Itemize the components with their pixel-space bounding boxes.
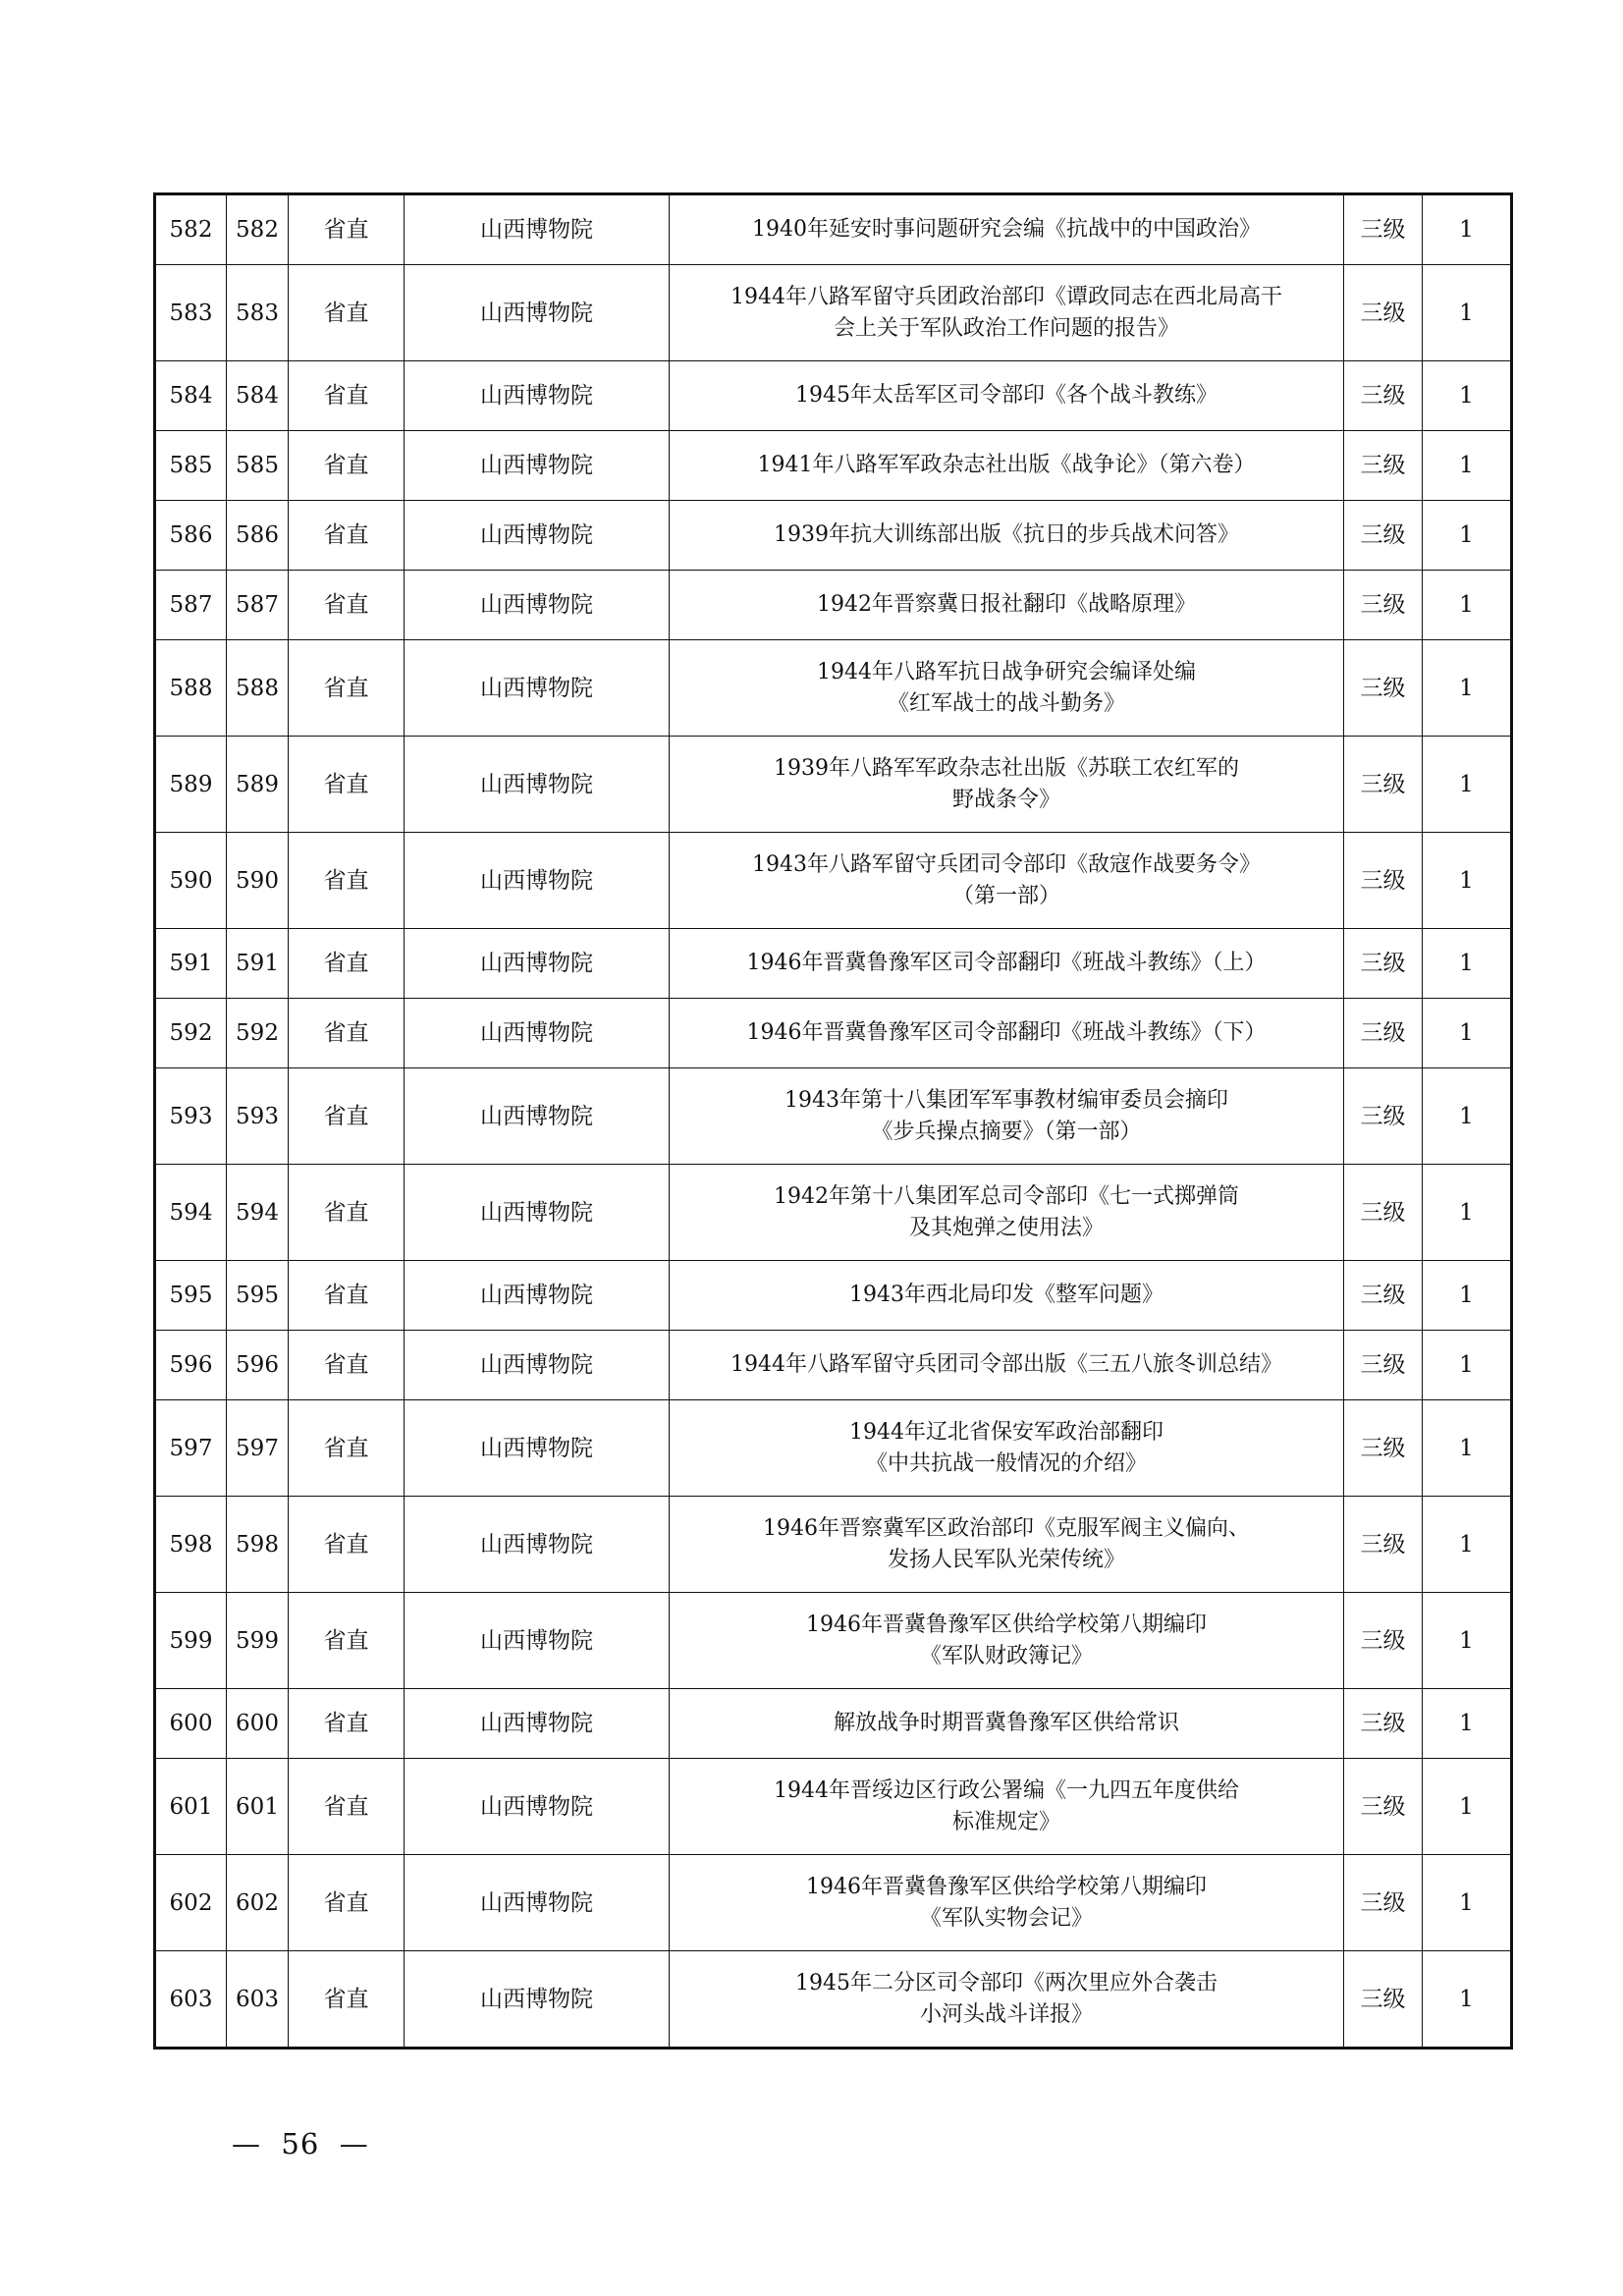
- level-cell: 省直: [289, 1593, 405, 1689]
- level-cell: 省直: [289, 361, 405, 431]
- row-number-cell: 596: [155, 1331, 227, 1400]
- grade-cell: 三级: [1344, 833, 1423, 929]
- quantity-cell: 1: [1423, 265, 1512, 361]
- title-line: 1946年晋冀鲁豫军区司令部翻印《班战斗教练》（下）: [746, 1020, 1267, 1045]
- item-code-cell: 594: [227, 1165, 289, 1261]
- table-row: [155, 737, 1512, 833]
- row-number-cell: 594: [155, 1165, 227, 1261]
- table-row: [155, 1689, 1512, 1759]
- table-row: [155, 1593, 1512, 1689]
- row-number-cell: 590: [155, 833, 227, 929]
- quantity-cell: 1: [1423, 929, 1512, 999]
- title-line: 1946年晋冀鲁豫军区司令部翻印《班战斗教练》（上）: [746, 951, 1267, 975]
- table-row: [155, 1261, 1512, 1331]
- row-number-cell: 582: [155, 194, 227, 265]
- quantity-cell: 1: [1423, 431, 1512, 501]
- title-cell: [670, 501, 1344, 571]
- unit-cell: 山西博物院: [405, 999, 670, 1068]
- level-cell: 省直: [289, 1855, 405, 1951]
- grade-cell: 三级: [1344, 999, 1423, 1068]
- table-row: [155, 265, 1512, 361]
- item-code-cell: 600: [227, 1689, 289, 1759]
- item-code-cell: 585: [227, 431, 289, 501]
- row-number-cell: 598: [155, 1497, 227, 1593]
- quantity-cell: 1: [1423, 1855, 1512, 1951]
- row-number-cell: 591: [155, 929, 227, 999]
- unit-cell: 山西博物院: [405, 194, 670, 265]
- row-number-cell: 584: [155, 361, 227, 431]
- grade-cell: 三级: [1344, 1689, 1423, 1759]
- unit-cell: 山西博物院: [405, 431, 670, 501]
- quantity-cell: 1: [1423, 1331, 1512, 1400]
- grade-cell: 三级: [1344, 1331, 1423, 1400]
- level-cell: 省直: [289, 431, 405, 501]
- row-number-cell: 589: [155, 737, 227, 833]
- title-line: 《中共抗战一般情况的介绍》: [865, 1450, 1147, 1476]
- quantity-cell: 1: [1423, 194, 1512, 265]
- title-line: 1941年八路军军政杂志社出版《战争论》（第六卷）: [757, 453, 1256, 477]
- item-code-cell: 592: [227, 999, 289, 1068]
- title-cell: [670, 1759, 1344, 1855]
- title-cell: [670, 929, 1344, 999]
- level-cell: 省直: [289, 265, 405, 361]
- grade-cell: 三级: [1344, 929, 1423, 999]
- grade-cell: 三级: [1344, 1951, 1423, 2049]
- unit-cell: 山西博物院: [405, 737, 670, 833]
- title-cell: [670, 1165, 1344, 1261]
- title-cell: [670, 1261, 1344, 1331]
- quantity-cell: 1: [1423, 1689, 1512, 1759]
- item-code-cell: 583: [227, 265, 289, 361]
- row-number-cell: 601: [155, 1759, 227, 1855]
- unit-cell: 山西博物院: [405, 1165, 670, 1261]
- grade-cell: 三级: [1344, 640, 1423, 737]
- quantity-cell: 1: [1423, 501, 1512, 571]
- item-code-cell: 586: [227, 501, 289, 571]
- quantity-cell: 1: [1423, 999, 1512, 1068]
- quantity-cell: 1: [1423, 1261, 1512, 1331]
- item-code-cell: 590: [227, 833, 289, 929]
- title-line: 1944年八路军留守兵团司令部出版《三五八旅冬训总结》: [730, 1352, 1282, 1377]
- table-row: [155, 1951, 1512, 2049]
- table-row: [155, 571, 1512, 640]
- quantity-cell: 1: [1423, 1593, 1512, 1689]
- grade-cell: 三级: [1344, 265, 1423, 361]
- level-cell: 省直: [289, 1689, 405, 1759]
- title-cell: [670, 1855, 1344, 1951]
- quantity-cell: 1: [1423, 1400, 1512, 1497]
- grade-cell: 三级: [1344, 737, 1423, 833]
- title-line: 1946年晋冀鲁豫军区供给学校第八期编印: [806, 1612, 1207, 1637]
- row-number-cell: 593: [155, 1068, 227, 1165]
- unit-cell: 山西博物院: [405, 1593, 670, 1689]
- title-line: 1944年晋绥边区行政公署编《一九四五年度供给: [774, 1777, 1239, 1803]
- level-cell: 省直: [289, 833, 405, 929]
- unit-cell: 山西博物院: [405, 571, 670, 640]
- title-cell: [670, 1497, 1344, 1593]
- title-line: 1943年西北局印发《整军问题》: [849, 1283, 1163, 1307]
- title-line: 1944年八路军留守兵团政治部印《谭政同志在西北局高干: [730, 284, 1282, 309]
- title-line: 1946年晋察冀军区政治部印《克服军阀主义偏向、: [763, 1515, 1250, 1541]
- grade-cell: 三级: [1344, 1261, 1423, 1331]
- grade-cell: 三级: [1344, 361, 1423, 431]
- row-number-cell: 597: [155, 1400, 227, 1497]
- unit-cell: 山西博物院: [405, 1497, 670, 1593]
- item-code-cell: 588: [227, 640, 289, 737]
- grade-cell: 三级: [1344, 1759, 1423, 1855]
- table-row: [155, 361, 1512, 431]
- unit-cell: 山西博物院: [405, 265, 670, 361]
- unit-cell: 山西博物院: [405, 1068, 670, 1165]
- title-line: 1942年晋察冀日报社翻印《战略原理》: [817, 592, 1196, 617]
- level-cell: 省直: [289, 1261, 405, 1331]
- title-line: 解放战争时期晋冀鲁豫军区供给常识: [833, 1711, 1179, 1735]
- level-cell: 省直: [289, 571, 405, 640]
- title-cell: [670, 1951, 1344, 2049]
- level-cell: 省直: [289, 1497, 405, 1593]
- title-line: 1939年八路军军政杂志社出版《苏联工农红军的: [774, 755, 1239, 781]
- quantity-cell: 1: [1423, 1497, 1512, 1593]
- title-cell: [670, 737, 1344, 833]
- item-code-cell: 582: [227, 194, 289, 265]
- relics-table: [153, 192, 1513, 2050]
- item-code-cell: 584: [227, 361, 289, 431]
- title-cell: [670, 1068, 1344, 1165]
- row-number-cell: 583: [155, 265, 227, 361]
- level-cell: 省直: [289, 1400, 405, 1497]
- title-line: 小河头战斗详报》: [919, 2001, 1093, 2027]
- row-number-cell: 603: [155, 1951, 227, 2049]
- unit-cell: 山西博物院: [405, 1331, 670, 1400]
- title-cell: [670, 361, 1344, 431]
- unit-cell: 山西博物院: [405, 833, 670, 929]
- unit-cell: 山西博物院: [405, 929, 670, 999]
- unit-cell: 山西博物院: [405, 1855, 670, 1951]
- grade-cell: 三级: [1344, 1400, 1423, 1497]
- grade-cell: 三级: [1344, 1593, 1423, 1689]
- title-line: 《步兵操点摘要》（第一部）: [871, 1119, 1142, 1144]
- unit-cell: 山西博物院: [405, 1400, 670, 1497]
- title-line: 1944年八路军抗日战争研究会编译处编: [817, 659, 1196, 684]
- title-cell: [670, 194, 1344, 265]
- level-cell: 省直: [289, 929, 405, 999]
- table-row: [155, 999, 1512, 1068]
- title-line: （第一部）: [951, 883, 1060, 908]
- table-row: [155, 431, 1512, 501]
- unit-cell: 山西博物院: [405, 640, 670, 737]
- title-line: 《军队财政簿记》: [919, 1643, 1093, 1668]
- quantity-cell: 1: [1423, 640, 1512, 737]
- title-line: 1942年第十八集团军总司令部印《七一式掷弹筒: [774, 1183, 1239, 1209]
- row-number-cell: 587: [155, 571, 227, 640]
- level-cell: 省直: [289, 1759, 405, 1855]
- grade-cell: 三级: [1344, 431, 1423, 501]
- row-number-cell: 602: [155, 1855, 227, 1951]
- level-cell: 省直: [289, 501, 405, 571]
- unit-cell: 山西博物院: [405, 1759, 670, 1855]
- grade-cell: 三级: [1344, 194, 1423, 265]
- grade-cell: 三级: [1344, 571, 1423, 640]
- quantity-cell: 1: [1423, 737, 1512, 833]
- title-line: 野战条令》: [951, 787, 1060, 812]
- quantity-cell: 1: [1423, 1165, 1512, 1261]
- item-code-cell: 599: [227, 1593, 289, 1689]
- item-code-cell: 587: [227, 571, 289, 640]
- grade-cell: 三级: [1344, 1497, 1423, 1593]
- level-cell: 省直: [289, 194, 405, 265]
- unit-cell: 山西博物院: [405, 1689, 670, 1759]
- level-cell: 省直: [289, 1068, 405, 1165]
- level-cell: 省直: [289, 1331, 405, 1400]
- table-row: [155, 1331, 1512, 1400]
- level-cell: 省直: [289, 1165, 405, 1261]
- table-row: [155, 1400, 1512, 1497]
- row-number-cell: 600: [155, 1689, 227, 1759]
- item-code-cell: 593: [227, 1068, 289, 1165]
- row-number-cell: 585: [155, 431, 227, 501]
- table-body: [155, 194, 1512, 2049]
- row-number-cell: 595: [155, 1261, 227, 1331]
- grade-cell: 三级: [1344, 501, 1423, 571]
- title-cell: [670, 640, 1344, 737]
- quantity-cell: 1: [1423, 1951, 1512, 2049]
- table-row: [155, 640, 1512, 737]
- table-row: [155, 833, 1512, 929]
- row-number-cell: 586: [155, 501, 227, 571]
- title-cell: [670, 1689, 1344, 1759]
- title-cell: [670, 431, 1344, 501]
- title-cell: [670, 1593, 1344, 1689]
- grade-cell: 三级: [1344, 1068, 1423, 1165]
- title-line: 会上关于军队政治工作问题的报告》: [833, 315, 1179, 341]
- page-number: — 56 —: [232, 2127, 369, 2160]
- table-row: [155, 1497, 1512, 1593]
- table-row: [155, 1068, 1512, 1165]
- table-row: [155, 929, 1512, 999]
- table-row: [155, 1165, 1512, 1261]
- quantity-cell: 1: [1423, 833, 1512, 929]
- quantity-cell: 1: [1423, 571, 1512, 640]
- title-line: 《红军战士的战斗勤务》: [887, 690, 1125, 716]
- title-cell: [670, 999, 1344, 1068]
- title-line: 1946年晋冀鲁豫军区供给学校第八期编印: [806, 1874, 1207, 1899]
- unit-cell: 山西博物院: [405, 361, 670, 431]
- title-cell: [670, 1400, 1344, 1497]
- level-cell: 省直: [289, 737, 405, 833]
- row-number-cell: 599: [155, 1593, 227, 1689]
- title-line: 1943年八路军留守兵团司令部印《敌寇作战要务令》: [752, 851, 1261, 877]
- item-code-cell: 597: [227, 1400, 289, 1497]
- title-cell: [670, 265, 1344, 361]
- item-code-cell: 601: [227, 1759, 289, 1855]
- unit-cell: 山西博物院: [405, 501, 670, 571]
- grade-cell: 三级: [1344, 1855, 1423, 1951]
- grade-cell: 三级: [1344, 1165, 1423, 1261]
- quantity-cell: 1: [1423, 361, 1512, 431]
- item-code-cell: 598: [227, 1497, 289, 1593]
- item-code-cell: 591: [227, 929, 289, 999]
- item-code-cell: 602: [227, 1855, 289, 1951]
- title-line: 1945年二分区司令部印《两次里应外合袭击: [795, 1970, 1217, 1995]
- title-cell: [670, 1331, 1344, 1400]
- title-line: 发扬人民军队光荣传统》: [887, 1547, 1125, 1572]
- row-number-cell: 588: [155, 640, 227, 737]
- quantity-cell: 1: [1423, 1759, 1512, 1855]
- level-cell: 省直: [289, 1951, 405, 2049]
- level-cell: 省直: [289, 640, 405, 737]
- quantity-cell: 1: [1423, 1068, 1512, 1165]
- title-line: 1944年辽北省保安军政治部翻印: [849, 1419, 1163, 1445]
- row-number-cell: 592: [155, 999, 227, 1068]
- title-cell: [670, 571, 1344, 640]
- table-row: [155, 1855, 1512, 1951]
- title-line: 1939年抗大训练部出版《抗日的步兵战术问答》: [774, 522, 1239, 547]
- title-line: 1940年延安时事问题研究会编《抗战中的中国政治》: [752, 217, 1261, 242]
- table-row: [155, 501, 1512, 571]
- title-line: 1945年太岳军区司令部印《各个战斗教练》: [795, 383, 1217, 408]
- unit-cell: 山西博物院: [405, 1261, 670, 1331]
- title-cell: [670, 833, 1344, 929]
- item-code-cell: 595: [227, 1261, 289, 1331]
- item-code-cell: 589: [227, 737, 289, 833]
- title-line: 标准规定》: [951, 1809, 1060, 1834]
- unit-cell: 山西博物院: [405, 1951, 670, 2049]
- item-code-cell: 596: [227, 1331, 289, 1400]
- table-row: [155, 1759, 1512, 1855]
- table-row: [155, 194, 1512, 265]
- level-cell: 省直: [289, 999, 405, 1068]
- title-line: 1943年第十八集团军军事教材编审委员会摘印: [784, 1087, 1228, 1113]
- item-code-cell: 603: [227, 1951, 289, 2049]
- title-line: 及其炮弹之使用法》: [908, 1215, 1104, 1240]
- title-line: 《军队实物会记》: [919, 1905, 1093, 1931]
